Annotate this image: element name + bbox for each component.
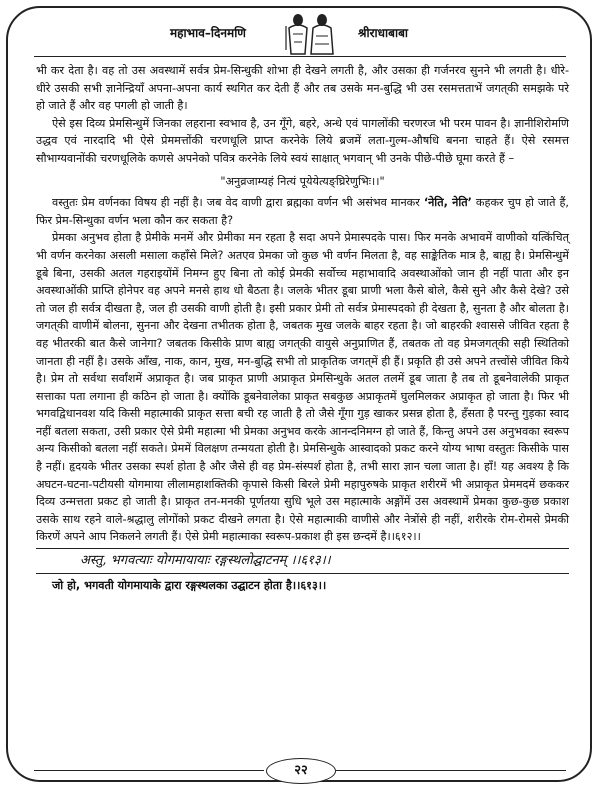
shloka-translation: जो हो, भगवती योगमायाके द्वारा रङ्गस्थलका उद्घाटन होता है।।६१३।। <box>52 579 327 593</box>
header-left-title: महाभाव–दिनमणि <box>170 26 246 40</box>
footer-line-right <box>336 770 566 771</box>
header-right-title: श्रीराधाबाबा <box>358 26 409 40</box>
paragraph-3-text-b: कहकर चुप हो जाते हैं, फिर प्रेम-सिन्धुका वर्णन भला कौन कर सकता है? <box>36 196 569 227</box>
shloka-verse: अस्तु, भगवत्याः योगमायायाः रङ्गस्थलोद्घाटनम्‌ ।।६१३।। <box>80 553 331 569</box>
paragraph-2: ऐसे इस दिव्य प्रेमसिन्धुमें जिनका लहराना स्वभाव है, उन गूँगे, बहरे, अन्धे एवं पागलोंकी चरणरज भी परम पावन है। ज्ञानीशिरोमणि उद्धव एवं नारदादि भी ऐसे प्रेममत्तोंकी चरणधूलि प्राप्त करनेके लिये ब्रजमें लता-गुल्म-औषधि बनना चाहते हैं। ऐसे रसमत्त सौभाग्यवानोंकी चरणधूलिके कणसे अपनेको पवित्र करनेके लिये स्वयं साक्षात्‌ भगवान्‌ भी उनके पीछे-पीछे घूमा करते हैं – <box>36 116 569 165</box>
radha-krishna-emblem-icon <box>275 10 345 58</box>
paragraph-3 <box>36 194 569 229</box>
shloka-divider-bottom <box>36 573 569 574</box>
paragraph-4: प्रेमका अनुभव होता है प्रेमीके मनमें और प्रेमीका मन रहता है सदा अपने प्रेमास्पदके पास। फिर मनके अभावमें वाणीको यत्किंचित्‌ भी वर्णन करनेका असली मसाला कहाँसे मिले? अतएव प्रेमका जो कुछ भी वर्णन मिलता है, वह साङ्केतिक मात्र है, बाह्य है। प्रेमसिन्धुमें डूबे बिना, उसकी अतल गहराइयोंमें निमग्न हुए बिना तो कोई प्रेमकी सर्वोच्च महाभावादि अवस्थाओंको जान ही नहीं पाता और इन अवस्थाओंकी प्राप्ति होनेपर वह अपने मनसे हाथ धो बैठता है। जलके भीतर डूबा प्राणी भला कैसे बोले, कैसे सुने और कैसे देखे? उसे तो जल ही सर्वत्र दीखता है, जल ही उसकी वाणी होती है। इसी प्रकार प्रेमी तो सर्वत्र प्रेमास्पदको ही देखता है, सुनता है और बोलता है। जगत्‌की वाणीमें बोलना, सुनना और देखना तभीतक होता है, जबतक मुख जलके बाहर रहता है। जो बाहरकी श्वाससे जीवित रहता है वह भीतरकी बात कैसे जानेगा? जबतक किसीके प्राण बाह्य जगत्‌की वायुसे अनुप्राणित हैं, तबतक तो वह प्रेमजगत्‌की सही स्थितिको जानता ही नहीं है। उसके आँख, नाक, कान, मुख, मन-बुद्धि सभी तो प्राकृतिक जगत्‌में ही हैं। प्रकृति ही उसे अपने तत्त्वोंसे जीवित किये है। प्रेम तो सर्वथा सर्वांशमें अप्राकृत है। जब प्राकृत प्राणी अप्राकृत प्रेमसिन्धुके अतल तलमें डूब जाता है तब तो डूबनेवालेकी प्राकृत सत्ताका पता लगाना ही कठिन हो जाता है। क्योंकि डूबनेवालेका प्राकृत सबकुछ अप्राकृतमें घुलमिलकर अप्राकृत हो जाता है। फिर भी भगवद्विधानवश यदि किसी महात्माकी प्राकृत सत्ता बची रह जाती है तो जैसे गूँगा गुड़ खाकर प्रसन्न होता है, हँसता है परन्तु गुड़का स्वाद नहीं बतला सकता, उसी प्रकार ऐसे प्रेमी महात्मा भी प्रेमका अनुभव करके आनन्दनिमग्न हो जाते हैं, किन्तु अपने उस अनुभवका स्वरूप अन्य किसीको बतला नहीं सकते। प्रेममें विलक्षण तन्मयता होती है। प्रेमसिन्धुके आस्वादको प्रकट करने योग्य भाषा वस्तुतः किसीके पास है नहीं। हृदयके भीतर उसका स्पर्श होता है और जैसे ही वह प्रेम-संस्पर्श होता है, तभी सारा ज्ञान चला जाता है। हाँ! यह अवश्य है कि अघटन-घटना-पटीयसी योगमाया लीलामहाशक्तिकी कृपासे किसी बिरले प्रेमी महापुरुषके प्राकृत शरीरमें भी अप्राकृत प्रेममदमें छककर दिव्य उन्मत्तता प्रकट हो जाती है। प्राकृत तन-मनकी पूर्णतया सुधि भूले उस महात्माके अङ्गोंमें उस अवस्थामें प्रेमका कुछ-कुछ प्रकाश उसके साथ रहने वाले-श्रद्धालु लोगोंको प्रकट दीखने लगता है। ऐसे महात्माकी वाणीसे और नेत्रोंसे ही नहीं, शरीरके रोम-रोमसे प्रेमकी किरणें अपने आप निकलने लगती हैं। ऐसे प्रेमी महात्माका स्वरूप-प्रकाश ही इस छन्दमें है।।६१२।। <box>36 231 569 544</box>
shloka-divider-top <box>36 548 569 549</box>
header-divider <box>34 56 566 57</box>
page-header <box>0 10 600 58</box>
scripture-quote: "अनुव्रजाम्यहं नित्यं पूयेयेत्यङ्घ्रिरेणुभिः।।" <box>220 174 385 188</box>
paragraph-3-text-a: वस्तुतः प्रेम वर्णनका विषय ही नहीं है। जब वेद वाणी द्वारा ब्रह्मका वर्णन भी असंभव मानकर <box>52 196 424 210</box>
neti-neti-bold: ‘नेति, नेति’ <box>423 196 472 210</box>
paragraph-1: भी कर देता है। वह तो उस अवस्थामें सर्वत्र प्रेम-सिन्धुकी शोभा ही देखने लगती है, और उसका ही गर्जनरव सुनने भी लगती है। धीरे-धीरे उसकी सभी ज्ञानेन्द्रियाँ अपना-अपना कार्य स्थगित कर देती हैं और तब उसके मन-बुद्धि भी उस रसमत्तताभें जगत्‌की समझके परे हो जाते हैं और वह पगली हो जाती है। <box>36 64 569 113</box>
page-body <box>36 62 569 596</box>
footer-line-left <box>34 770 264 771</box>
page-number: २२ <box>266 758 336 784</box>
